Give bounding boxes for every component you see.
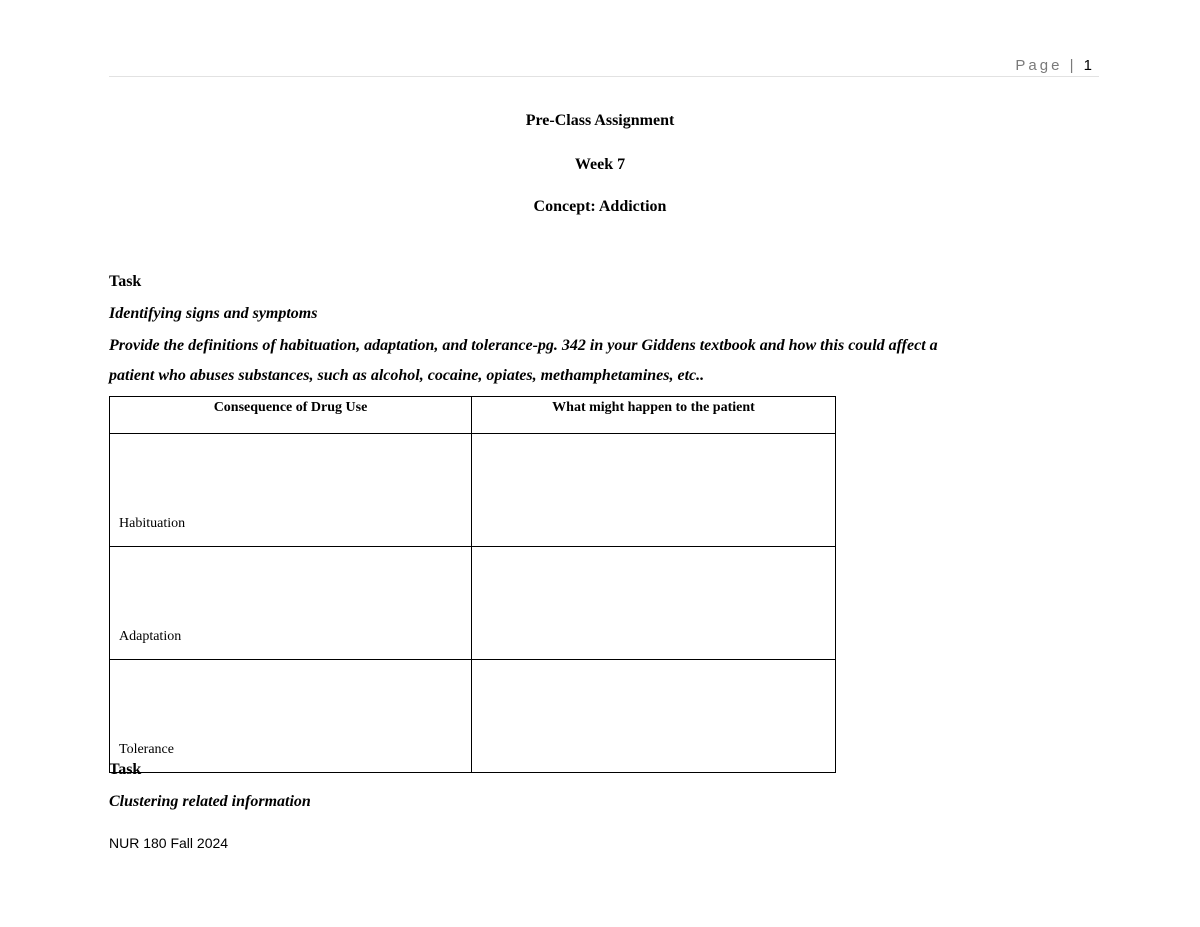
column-header: What might happen to the patient (472, 397, 836, 434)
task-subtitle-2: Clustering related information (109, 793, 311, 810)
column-header: Consequence of Drug Use (110, 397, 472, 434)
page-label: Page (1015, 57, 1063, 74)
doc-concept: Concept: Addiction (533, 198, 667, 215)
task-heading-2: Task (109, 761, 142, 778)
table-row (110, 434, 836, 547)
footer-text: NUR 180 Fall 2024 (109, 835, 229, 851)
header-rule (109, 76, 1099, 77)
task-heading-1: Task (109, 273, 142, 290)
consequences-table (109, 396, 836, 773)
doc-week: Week 7 (574, 156, 626, 173)
page-number: Page | 1 (1015, 57, 1092, 74)
table-header-row (110, 397, 836, 434)
effect-cell[interactable] (472, 434, 836, 547)
page-number-value: 1 (1083, 57, 1092, 74)
task-subtitle-1: Identifying signs and symptoms (109, 305, 318, 322)
table-row (110, 547, 836, 660)
effect-cell[interactable] (472, 547, 836, 660)
table-row (110, 660, 836, 773)
instructions-line-1: Provide the definitions of habituation, adaptation, and tolerance-pg. 342 in your Giddens textbook and how this could affect a (109, 337, 938, 354)
consequence-cell[interactable]: Adaptation (110, 547, 472, 660)
instructions-line-2: patient who abuses substances, such as alcohol, cocaine, opiates, methamphetamines, etc.. (109, 367, 705, 384)
doc-title: Pre-Class Assignment (525, 112, 675, 129)
consequence-cell[interactable]: Tolerance (110, 660, 472, 773)
effect-cell[interactable] (472, 660, 836, 773)
consequence-cell[interactable]: Habituation (110, 434, 472, 547)
